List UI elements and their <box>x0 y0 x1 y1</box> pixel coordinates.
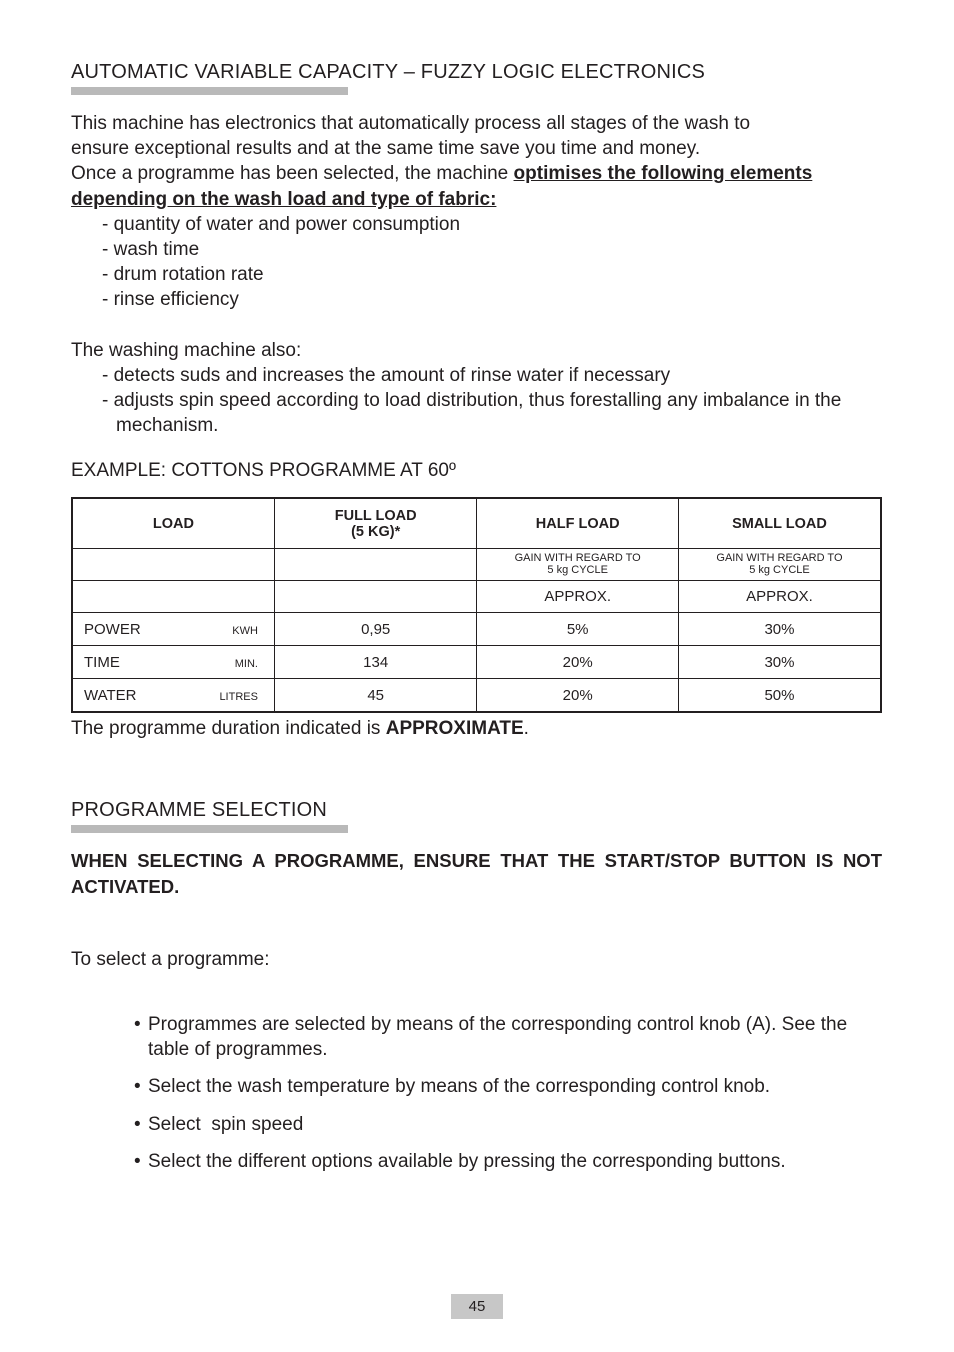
blank-line <box>71 313 886 338</box>
table-cell <box>274 549 476 581</box>
table-cell: 0,95 <box>274 613 476 646</box>
header-full-load: FULL LOAD (5 KG)* <box>274 498 476 549</box>
table-cell: 45 <box>274 679 476 713</box>
also-item: - adjusts spin speed according to load distribution, thus forestalling any imbalance in the mechanism. <box>102 390 842 437</box>
table-cell: 50% <box>678 679 881 713</box>
list-item <box>134 1112 886 1137</box>
header-load: LOAD <box>72 498 274 549</box>
table-cell: 20% <box>477 646 679 679</box>
bullet-dot: • <box>134 1014 141 1035</box>
table-cell: APPROX. <box>678 581 881 613</box>
also-item: - detects suds and increases the amount of rinse water if necessary <box>102 365 671 387</box>
table-row-time <box>72 646 881 679</box>
row-label-name: WATER <box>84 687 137 704</box>
note-text: The programme duration indicated is <box>71 718 386 739</box>
row-label <box>72 679 274 713</box>
section-heading-fuzzy-logic: AUTOMATIC VARIABLE CAPACITY – FUZZY LOGIC ELECTRONICS <box>71 61 706 83</box>
list-item <box>134 1012 886 1062</box>
list-item <box>134 1149 886 1174</box>
heading-underline-bar <box>71 825 348 833</box>
intro-line <box>71 161 886 186</box>
element-item: - drum rotation rate <box>102 264 264 286</box>
bullet-text: Select the wash temperature by means of the corresponding control knob. <box>148 1076 771 1098</box>
bullet-dot: • <box>134 1150 141 1172</box>
row-label <box>72 646 274 679</box>
row-label-unit: MIN. <box>234 658 258 670</box>
bullet-dot: • <box>134 1076 141 1098</box>
start-stop-warning: WHEN SELECTING A PROGRAMME, ENSURE THAT THE START/STOP BUTTON IS NOT ACTIVATED. <box>71 850 882 897</box>
select-intro: To select a programme: <box>71 949 270 970</box>
emphasis-text: optimises the following elements <box>513 163 813 185</box>
row-label-name: POWER <box>84 621 141 638</box>
table-cell: 134 <box>274 646 476 679</box>
table-cell: 5% <box>477 613 679 646</box>
duration-note <box>71 718 529 740</box>
table-cell <box>72 581 274 613</box>
table-cell <box>274 581 476 613</box>
bullet-text: Select the different options available by pressing the corresponding buttons. <box>148 1150 786 1172</box>
bullet-text: Programmes are selected by means of the corresponding control knob (A). See the table of programmes. <box>148 1014 848 1061</box>
table-cell: GAIN WITH REGARD TO 5 kg CYCLE <box>477 549 679 581</box>
bullet-dot: • <box>134 1113 141 1135</box>
row-label <box>72 613 274 646</box>
intro-line <box>71 187 886 212</box>
intro-line: ensure exceptional results and at the same time save you time and money. <box>71 138 701 160</box>
list-item <box>134 1074 886 1099</box>
intro-text: Once a programme has been selected, the machine <box>71 163 514 185</box>
table-cell: APPROX. <box>477 581 679 613</box>
table-cell: 30% <box>678 646 881 679</box>
header-small-load: SMALL LOAD <box>678 498 881 549</box>
table-row-approx <box>72 581 881 613</box>
bullet-text: Select spin speed <box>148 1113 304 1135</box>
intro-paragraph <box>71 111 886 439</box>
table-row-power <box>72 613 881 646</box>
example-title: EXAMPLE: COTTONS PROGRAMME AT 60º <box>71 460 456 481</box>
table-header-row <box>72 498 881 549</box>
note-suffix: . <box>523 718 529 739</box>
note-emphasis: APPROXIMATE <box>385 718 524 739</box>
element-item: - rinse efficiency <box>102 289 239 311</box>
header-half-load: HALF LOAD <box>477 498 679 549</box>
selection-bullet-list <box>134 1012 886 1174</box>
page-number: 45 <box>451 1294 503 1319</box>
consumption-table <box>71 497 882 713</box>
row-label-name: TIME <box>84 654 120 671</box>
table-cell: 20% <box>477 679 679 713</box>
emphasis-text: depending on the wash load and type of fabric: <box>71 188 497 210</box>
table-cell: 30% <box>678 613 881 646</box>
table-cell <box>72 549 274 581</box>
heading-underline-bar <box>71 87 348 95</box>
table-cell: GAIN WITH REGARD TO 5 kg CYCLE <box>678 549 881 581</box>
section-heading-programme-selection: PROGRAMME SELECTION <box>71 799 328 821</box>
element-item: - quantity of water and power consumption <box>102 213 461 235</box>
intro-line: This machine has electronics that automatically process all stages of the wash to <box>71 113 751 134</box>
element-item: - wash time <box>102 239 200 261</box>
table-row-gain <box>72 549 881 581</box>
row-label-unit: KWH <box>232 625 258 637</box>
row-label-unit: LITRES <box>219 691 258 703</box>
also-intro: The washing machine also: <box>71 339 302 361</box>
table-row-water <box>72 679 881 713</box>
